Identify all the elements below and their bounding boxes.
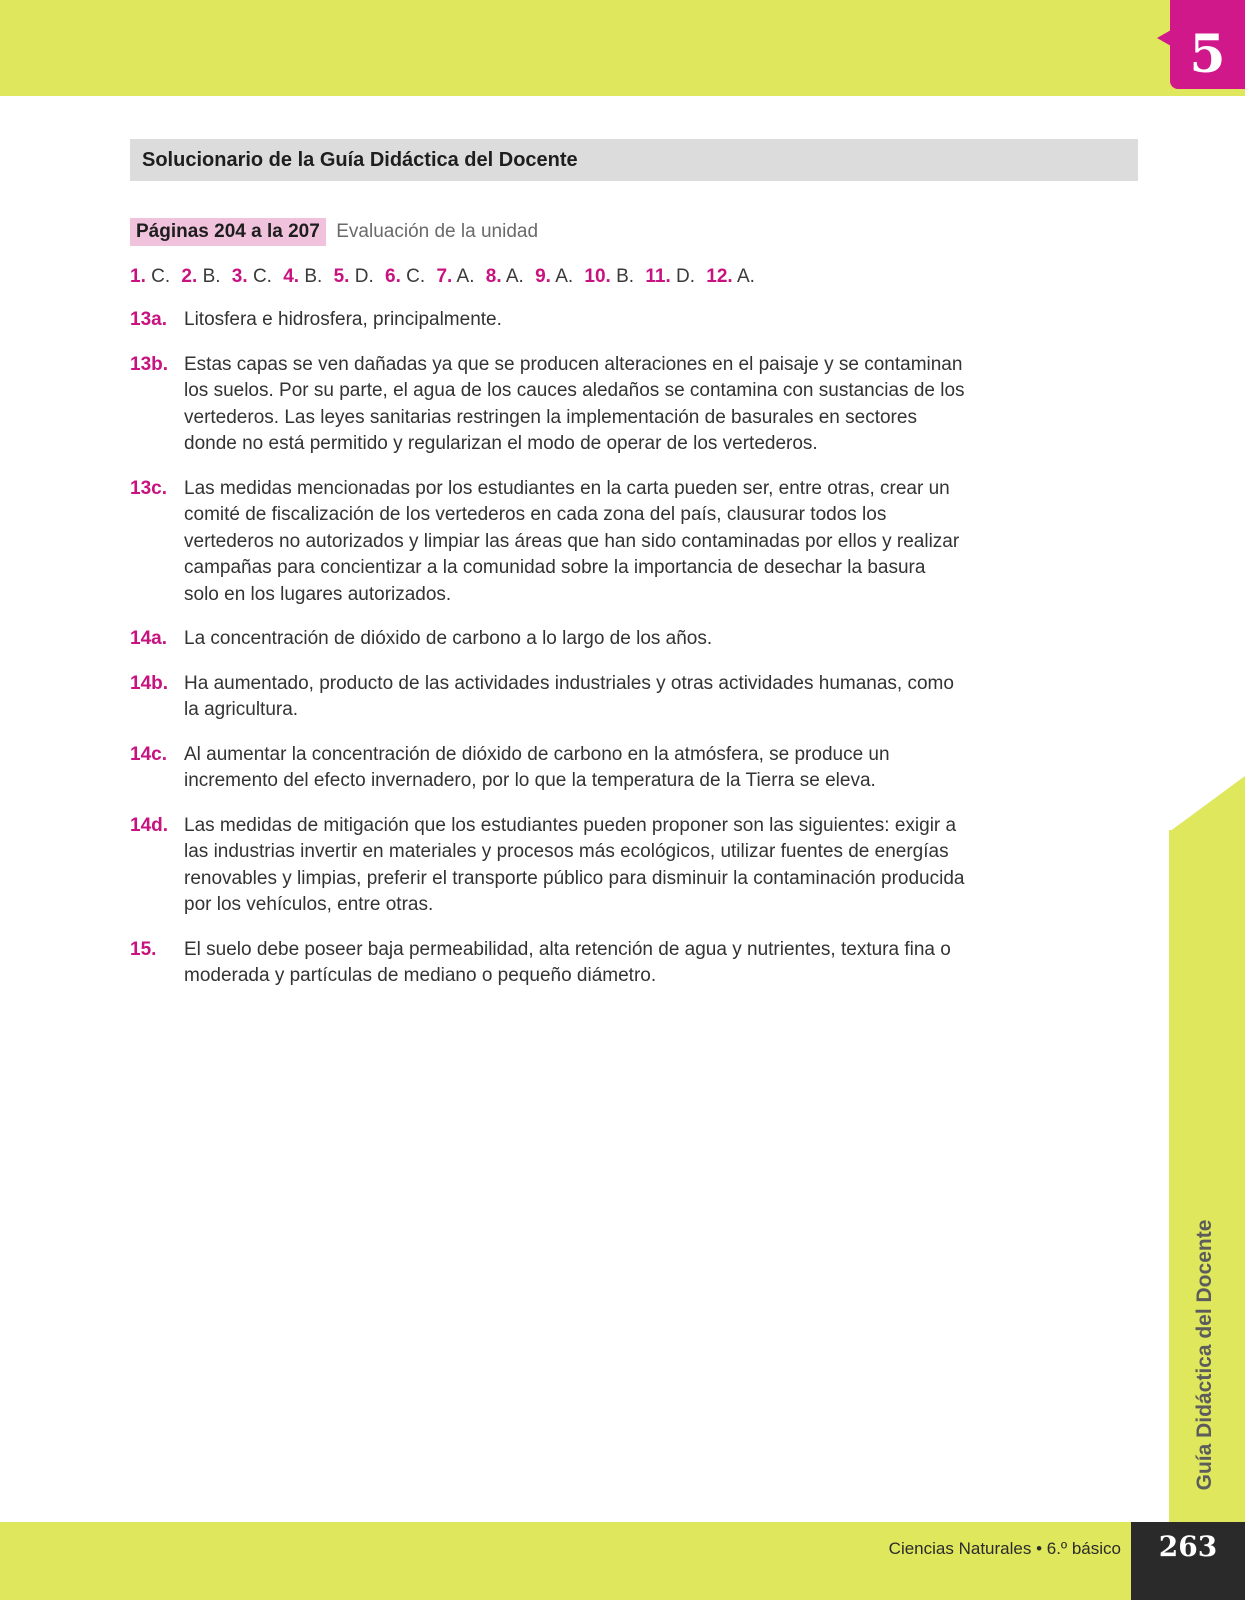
answer-item (130, 352, 965, 458)
quick-answer-value: C. (406, 266, 426, 287)
quick-answer-number: 6. (385, 266, 401, 287)
answer-label: 14d. (130, 814, 169, 836)
quick-answer-number: 10. (584, 266, 611, 287)
quick-answer-number: 12. (706, 266, 733, 287)
answer-text: Litosfera e hidrosfera, principalmente. (184, 309, 502, 330)
answer-text: La concentración de dióxido de carbono a lo largo de los años. (184, 628, 713, 649)
answer-item (130, 937, 965, 990)
quick-answer-number: 1. (130, 266, 146, 287)
answers-list (130, 307, 965, 1008)
section-title: Solucionario de la Guía Didáctica del Docente (142, 149, 578, 171)
page-number: 263 (1131, 1522, 1245, 1600)
quick-answer-value: C. (252, 266, 272, 287)
quick-answer-number: 11. (645, 266, 671, 287)
answer-text: Al aumentar la concentración de dióxido de carbono en la atmósfera, se produce un incremento del efecto invernadero, por lo que la temperatura de la Tierra se eleva. (184, 743, 890, 791)
quick-answer-value: D. (676, 266, 696, 287)
side-band-slant (1169, 776, 1245, 832)
answer-label: 15. (130, 938, 157, 960)
answer-label: 14b. (130, 672, 169, 694)
footer-text: Ciencias Naturales • 6.º básico (888, 1539, 1121, 1558)
answer-label: 13b. (130, 353, 169, 375)
quick-answer-value: A. (555, 266, 574, 287)
quick-answer-number: 7. (436, 266, 453, 287)
quick-answer-number: 2. (181, 266, 198, 287)
quick-answer-value: A. (456, 266, 475, 287)
answer-item (130, 626, 965, 653)
answer-item (130, 671, 965, 724)
pages-badge: Páginas 204 a la 207 (130, 218, 326, 246)
answer-text: Las medidas mencionadas por los estudiantes en la carta pueden ser, entre otras, crear un comité de fiscalización de los vertederos en cada zona del país, clausurar todos los vertederos no autorizados y limpiar las áreas que han sido contaminadas por ellos y realizar campañas para concientizar a la comunidad sobre la importancia de desechar la basura solo en los lugares autorizados. (184, 477, 960, 605)
quick-answer-value: A. (505, 266, 524, 287)
answer-item (130, 813, 965, 919)
quick-answer-number: 4. (283, 266, 300, 287)
quick-answer-number: 3. (231, 266, 248, 287)
quick-answer-value: C. (151, 266, 171, 287)
unit-number-tab: 5 (1170, 0, 1245, 89)
answer-text: Las medidas de mitigación que los estudiantes pueden proponer son las siguientes: exigir a las industrias invertir en materiales y procesos más ecológicos, utilizar fuentes de energías renovables y limpias, preferir el transporte público para disminuir la contaminación producida por los vehículos, entre otras. (184, 814, 965, 915)
quick-answer-value: B. (202, 266, 221, 287)
answer-item (130, 307, 965, 334)
answer-item (130, 742, 965, 795)
answer-label: 13a. (130, 309, 167, 330)
quick-answers (130, 263, 761, 291)
quick-answer-value: D. (354, 266, 374, 287)
quick-answer-number: 8. (485, 266, 502, 287)
pages-subtitle: Evaluación de la unidad (336, 221, 539, 242)
side-title: Guía Didáctica del Docente (1193, 1219, 1216, 1491)
answer-item (130, 476, 965, 609)
answer-text: Ha aumentado, producto de las actividades industriales y otras actividades humanas, como la agricultura. (184, 672, 954, 720)
answer-label: 13c. (130, 477, 167, 499)
quick-answer-value: B. (616, 266, 635, 287)
quick-answer-number: 9. (535, 266, 551, 287)
quick-answer-number: 5. (333, 266, 350, 287)
answer-text: Estas capas se ven dañadas ya que se producen alteraciones en el paisaje y se contaminan los suelos. Por su parte, el agua de los cauces aledaños se contamina con sustancias de los vertederos. Las leyes sanitarias restringen la implementación de basurales en sectores donde no está permitido y regularizan el modo de operar de los vertederos. (184, 353, 965, 454)
quick-answer-value: B. (304, 266, 323, 287)
quick-answer-value: A. (736, 266, 755, 287)
answer-label: 14a. (130, 628, 167, 649)
top-band (0, 0, 1245, 96)
answer-label: 14c. (130, 743, 167, 765)
answer-text: El suelo debe poseer baja permeabilidad, alta retención de agua y nutrientes, textura fina o moderada y partículas de mediano o pequeño diámetro. (184, 938, 951, 986)
pages-row (130, 218, 538, 246)
section-header (130, 139, 1138, 181)
unit-tab-notch (1157, 30, 1171, 46)
